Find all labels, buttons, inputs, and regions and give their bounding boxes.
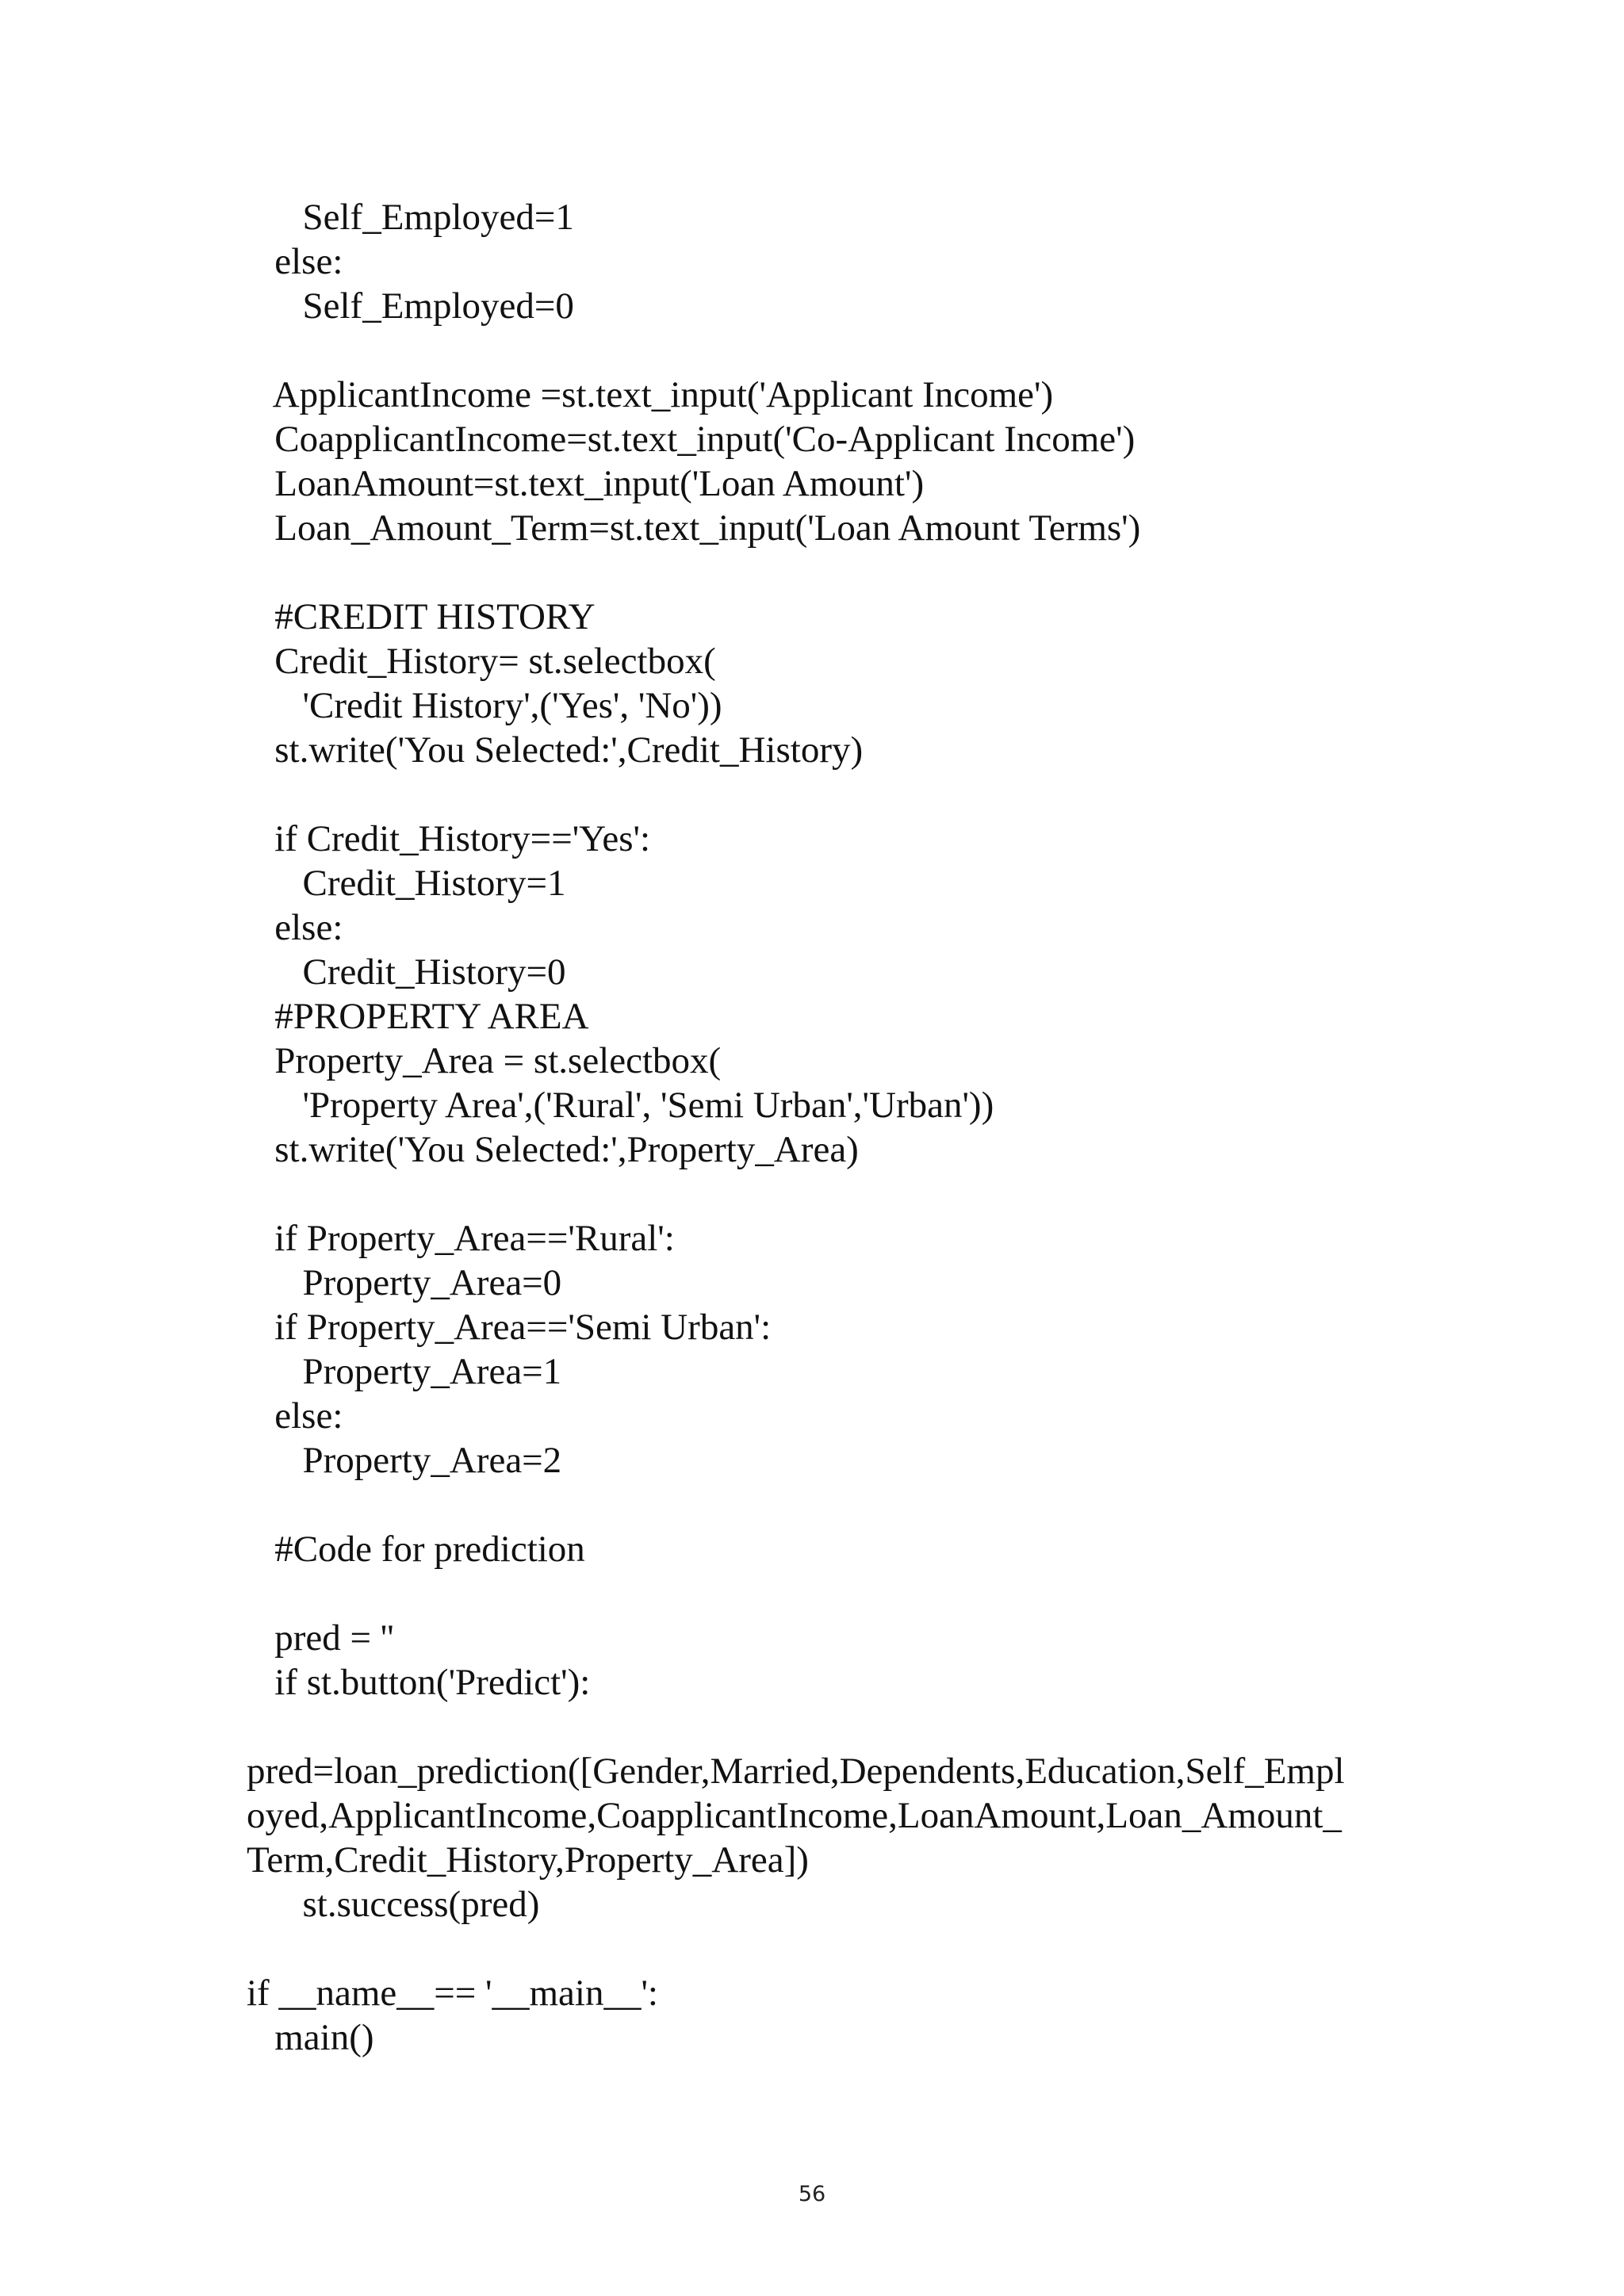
code-line: st.write('You Selected:',Property_Area) (247, 1129, 859, 1170)
code-line (247, 1571, 1404, 1616)
code-line (247, 1927, 1404, 1971)
code-line: st.write('You Selected:',Credit_History) (247, 729, 864, 771)
code-line: Property_Area=0 (247, 1262, 562, 1303)
code-line: 'Property Area',('Rural', 'Semi Urban','Urban')) (247, 1085, 994, 1126)
code-line: Self_Employed=1 (247, 197, 574, 238)
code-line: else: (247, 1395, 343, 1437)
code-line: else: (247, 241, 343, 282)
code-line: #CREDIT HISTORY (247, 596, 596, 637)
code-line: Credit_History=1 (247, 863, 566, 904)
code-line: else: (247, 907, 343, 948)
code-line: ApplicantIncome =st.text_input('Applicant Income') (247, 374, 1054, 415)
code-line: if st.button('Predict'): (247, 1662, 591, 1703)
code-line (247, 1705, 1404, 1749)
code-listing (247, 195, 1404, 2060)
code-line: if Property_Area=='Rural': (247, 1218, 675, 1259)
code-line: Credit_History= st.selectbox( (247, 641, 716, 682)
code-line: 'Credit History',('Yes', 'No')) (247, 685, 722, 726)
code-line: if Credit_History=='Yes': (247, 818, 651, 859)
code-line: Term,Credit_History,Property_Area]) (247, 1839, 809, 1881)
code-line: Property_Area=1 (247, 1351, 562, 1392)
code-line (247, 1172, 1404, 1216)
code-line: pred=loan_prediction([Gender,Married,Dependents,Education,Self_Empl (247, 1751, 1345, 1792)
code-line: main() (247, 2017, 374, 2058)
code-line: Credit_History=0 (247, 951, 566, 993)
code-line: Property_Area=2 (247, 1440, 562, 1481)
code-line: if __name__== '__main__': (247, 1973, 658, 2014)
code-line (247, 772, 1404, 817)
code-line: #PROPERTY AREA (247, 996, 589, 1037)
code-line (247, 328, 1404, 373)
code-line: pred = '' (247, 1617, 394, 1659)
page-number: 56 (798, 2182, 826, 2206)
code-line (247, 550, 1404, 595)
code-line: st.success(pred) (247, 1884, 540, 1925)
code-line: #Code for prediction (247, 1529, 585, 1570)
code-line: Property_Area = st.selectbox( (247, 1040, 722, 1081)
code-line: oyed,ApplicantIncome,CoapplicantIncome,LoanAmount,Loan_Amount_ (247, 1795, 1342, 1836)
code-line: Loan_Amount_Term=st.text_input('Loan Amount Terms') (247, 507, 1141, 549)
code-line: if Property_Area=='Semi Urban': (247, 1307, 772, 1348)
code-line: CoapplicantIncome=st.text_input('Co-Applicant Income') (247, 419, 1136, 460)
code-line (247, 1483, 1404, 1527)
code-line: LoanAmount=st.text_input('Loan Amount') (247, 463, 925, 504)
code-line: Self_Employed=0 (247, 285, 574, 327)
